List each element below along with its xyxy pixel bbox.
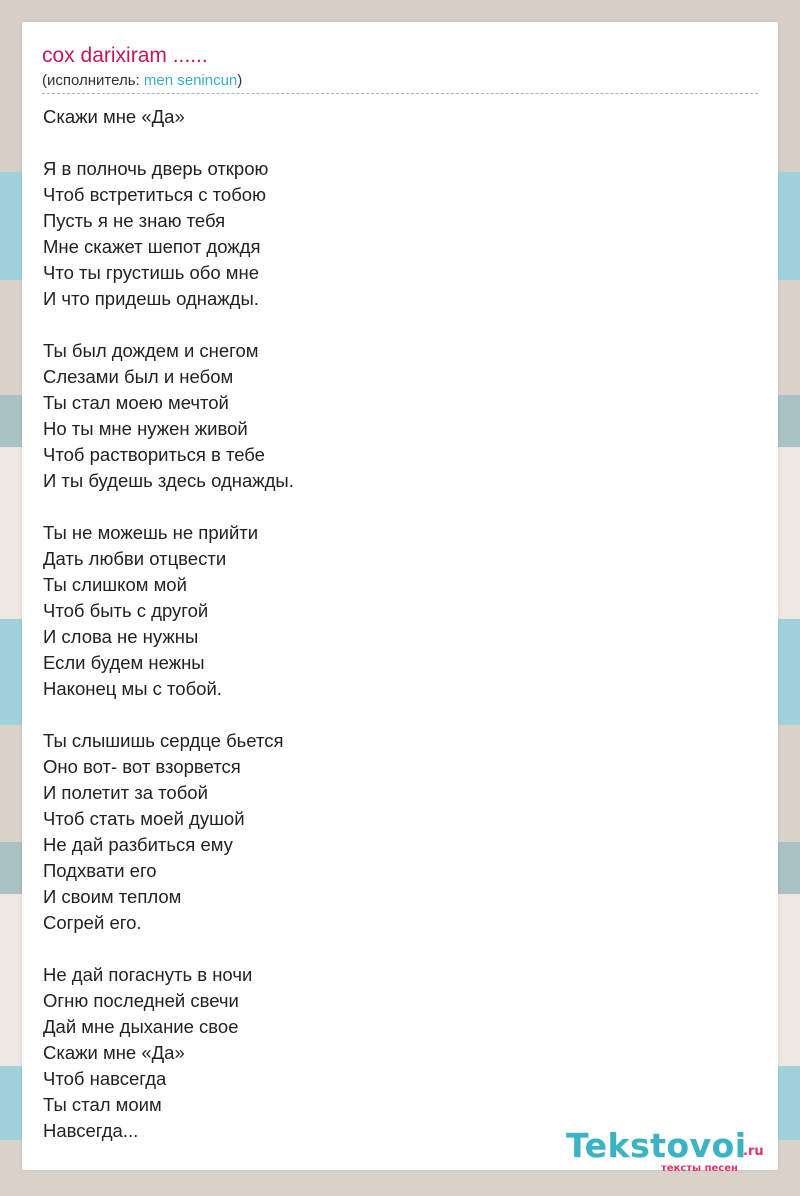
lyric-line: Чтоб встретиться с тобою <box>43 184 266 205</box>
lyric-line: Ты слышишь сердце бьется <box>43 730 284 751</box>
lyric-line: Ты слишком мой <box>43 574 187 595</box>
lyric-line: Навсегда... <box>43 1120 139 1141</box>
stanza-gap <box>43 936 743 962</box>
lyric-line: Подхвати его <box>43 860 157 881</box>
lyric-line: Ты был дождем и снегом <box>43 340 259 361</box>
lyric-line: Чтоб быть с другой <box>43 600 209 621</box>
lyric-line: Скажи мне «Да» <box>43 1042 185 1063</box>
lyrics-card <box>22 22 778 1170</box>
lyric-line: Ты стал моим <box>43 1094 162 1115</box>
performer-prefix: (исполнитель: <box>42 72 144 89</box>
lyric-line: И своим теплом <box>43 886 182 907</box>
lyrics-text <box>43 104 743 1144</box>
logo-tagline: тексты песен <box>661 1163 738 1174</box>
lyric-line: И ты будешь здесь однажды. <box>43 470 294 491</box>
lyric-line: Но ты мне нужен живой <box>43 418 248 439</box>
lyric-line: Ты стал моею мечтой <box>43 392 229 413</box>
site-logo[interactable] <box>566 1126 776 1176</box>
lyric-line: Если будем нежны <box>43 652 205 673</box>
stanza-gap <box>43 494 743 520</box>
lyric-line: Дать любви отцвести <box>43 548 227 569</box>
lyric-line: И что придешь однажды. <box>43 288 259 309</box>
lyric-line: Мне скажет шепот дождя <box>43 236 261 257</box>
lyric-line: Огню последней свечи <box>43 990 239 1011</box>
logo-wordmark: Tekstovoi <box>566 1126 747 1165</box>
stanza-gap <box>43 312 743 338</box>
lyric-line: Я в полночь дверь открою <box>43 158 269 179</box>
lyric-line: Согрей его. <box>43 912 142 933</box>
lyric-line: Что ты грустишь обо мне <box>43 262 260 283</box>
lyric-line: Чтоб навсегда <box>43 1068 167 1089</box>
lyric-line: Чтоб раствориться в тебе <box>43 444 265 465</box>
lyric-line: Скажи мне «Да» <box>43 106 185 127</box>
lyric-line: Наконец мы с тобой. <box>43 678 222 699</box>
stanza-gap <box>43 702 743 728</box>
performer-line <box>42 72 242 89</box>
lyric-line: Слезами был и небом <box>43 366 234 387</box>
lyric-line: Не дай погаснуть в ночи <box>43 964 253 985</box>
lyric-line: Ты не можешь не прийти <box>43 522 259 543</box>
lyric-line: Не дай разбиться ему <box>43 834 233 855</box>
lyric-line: Чтоб стать моей душой <box>43 808 245 829</box>
song-title: cox darixiram ...... <box>42 44 208 67</box>
logo-domain: .ru <box>743 1144 764 1159</box>
lyric-line: Дай мне дыхание свое <box>43 1016 239 1037</box>
title-divider <box>42 93 758 94</box>
performer-suffix: ) <box>237 72 243 89</box>
lyric-line: И слова не нужны <box>43 626 199 647</box>
lyric-line: И полетит за тобой <box>43 782 208 803</box>
lyric-line: Пусть я не знаю тебя <box>43 210 226 231</box>
lyric-line: Оно вот- вот взорвется <box>43 756 241 777</box>
stanza-gap <box>43 130 743 156</box>
performer-link[interactable]: men senincun <box>143 72 238 89</box>
